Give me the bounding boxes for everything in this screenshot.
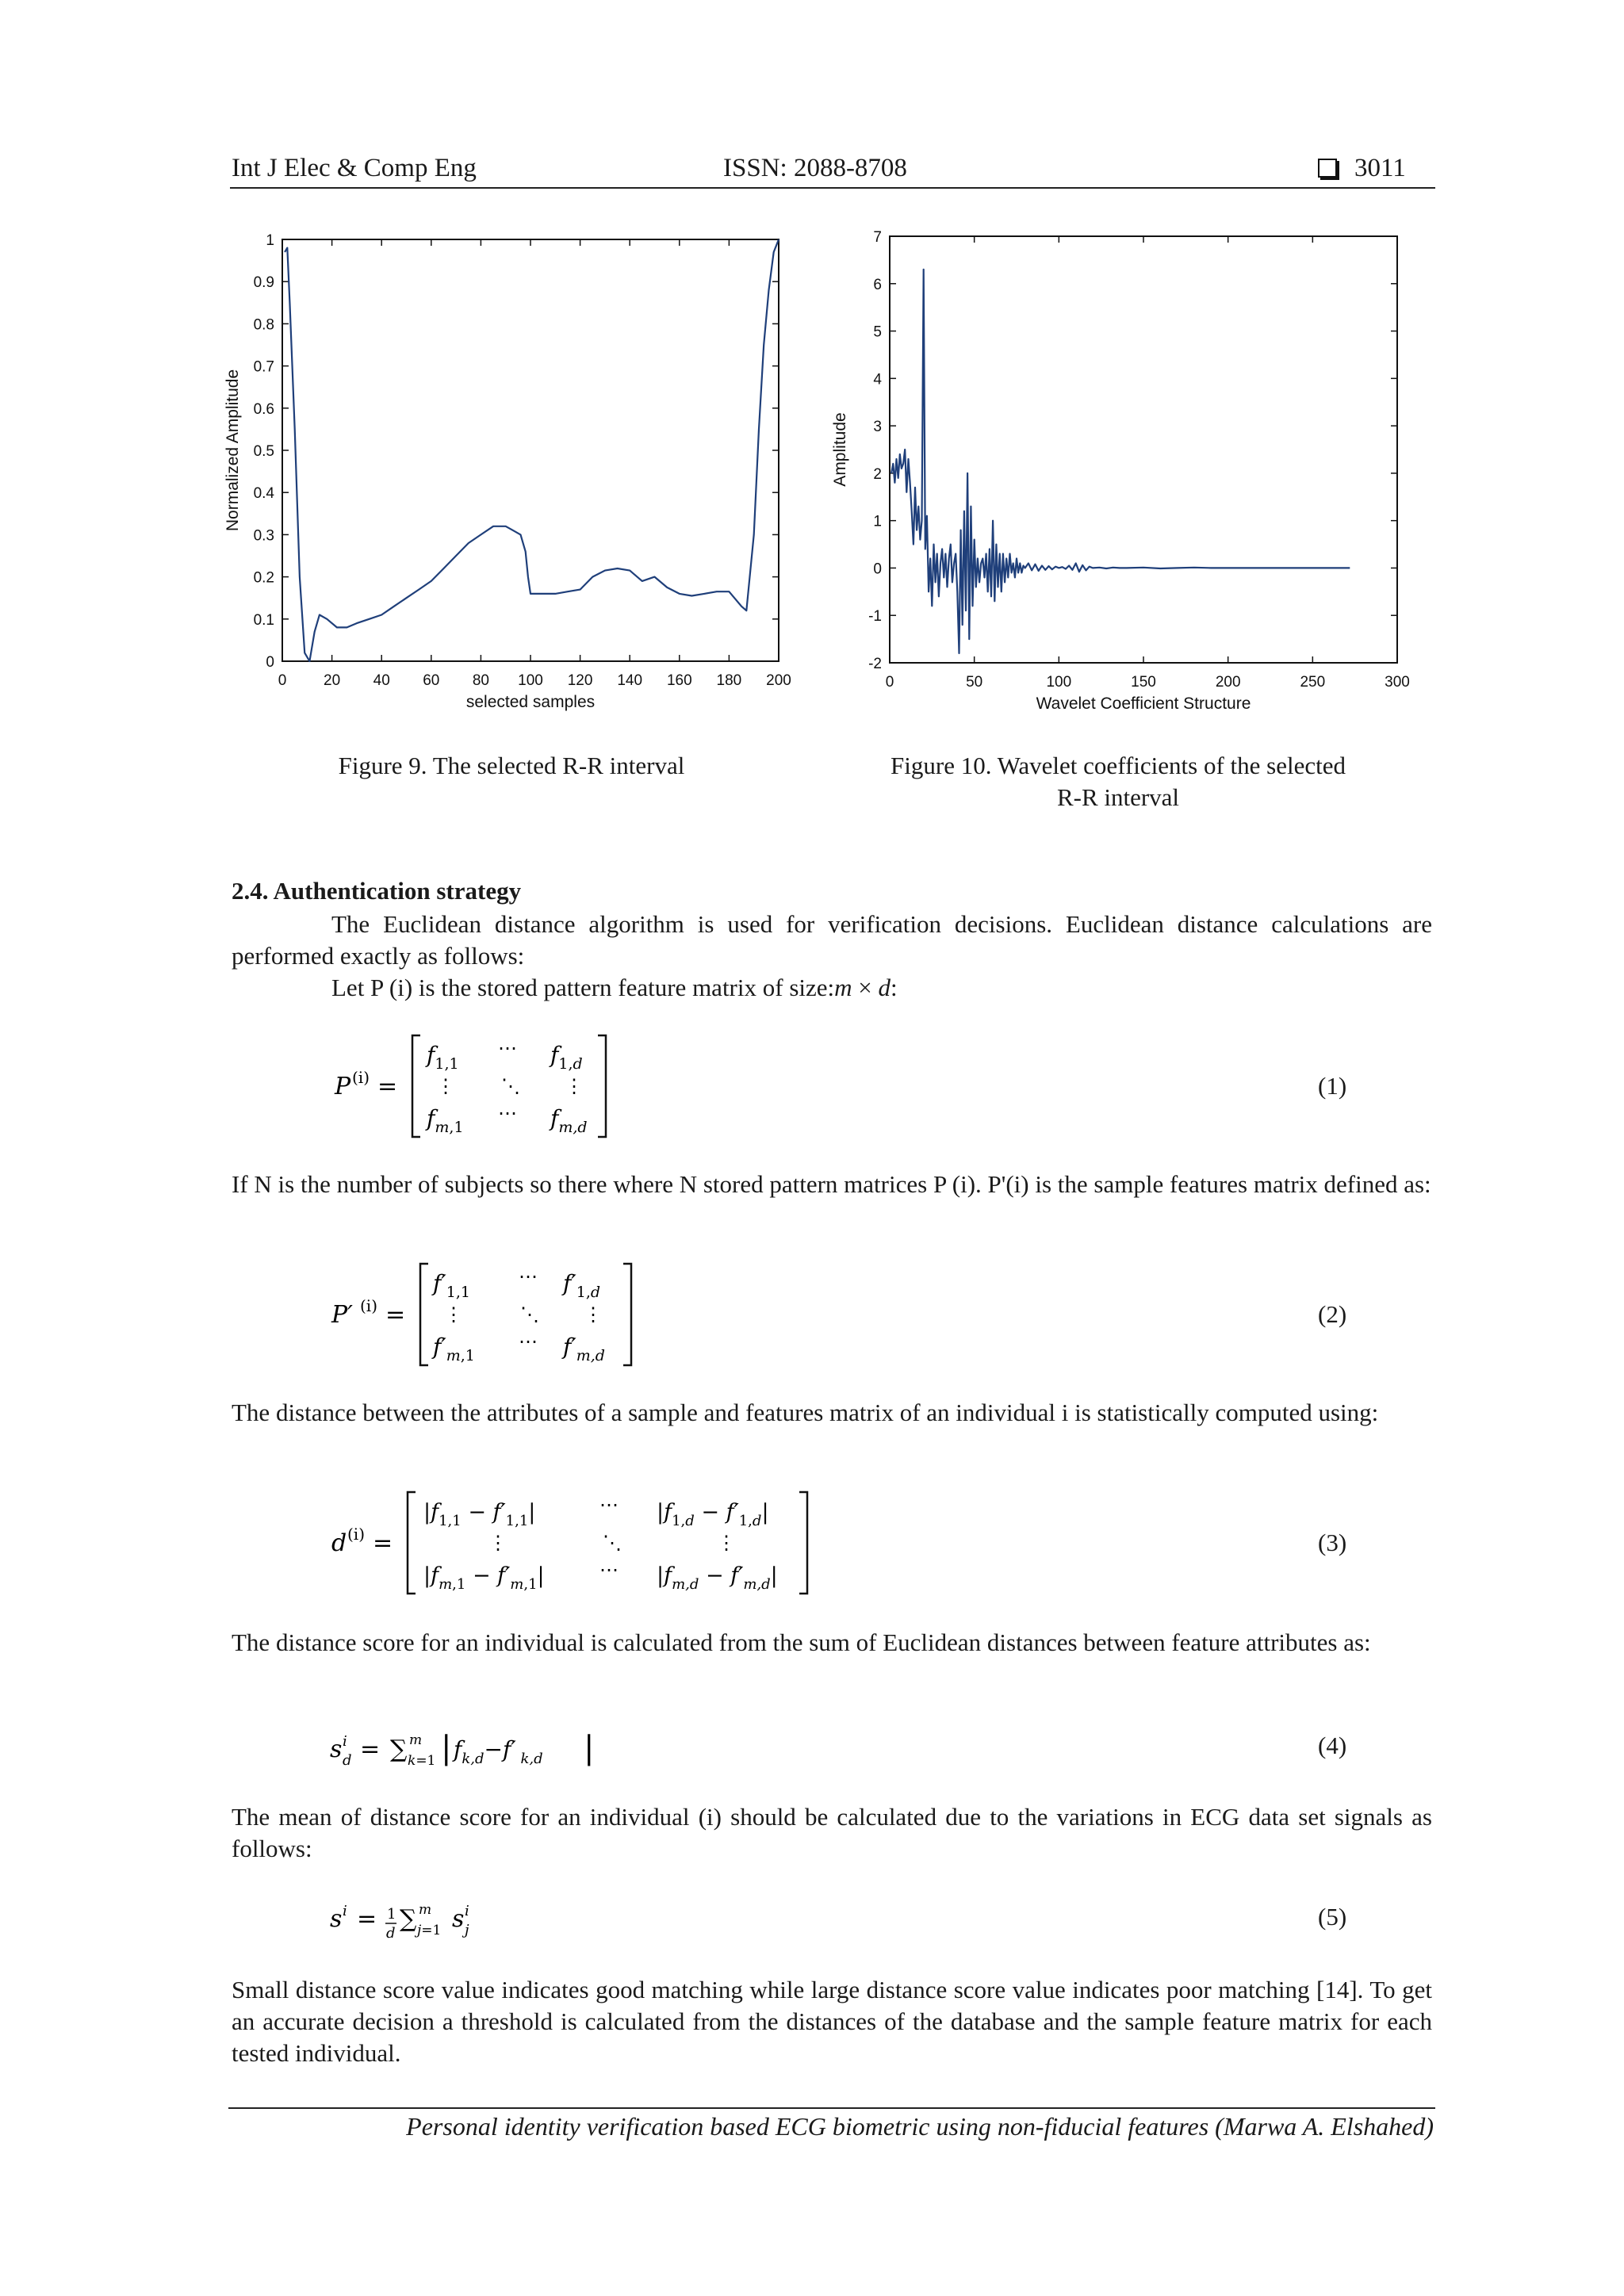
page-number-block <box>1318 154 1406 183</box>
svg-text:m: m <box>409 1732 423 1748</box>
paragraph-4: The distance between the attributes of a sample and features matrix of an individual i is statistically computed using: <box>232 1399 1379 1426</box>
x-tick-label: 120 <box>567 672 593 689</box>
x-tick-label: 60 <box>423 672 440 689</box>
y-tick-label: 7 <box>873 229 882 246</box>
equation-4 <box>325 1719 626 1774</box>
figure-10-caption <box>833 750 1404 813</box>
y-tick-label: 0.7 <box>253 358 274 376</box>
y-tick-label: 0.3 <box>253 527 274 545</box>
svg-text:j: j <box>465 1922 469 1938</box>
svg-text:⋯: ⋯ <box>498 1102 517 1124</box>
svg-text:f′m,1: $f'_m,1$ <box>433 1334 475 1364</box>
svg-text:f1,1: $f_{1,1}$ <box>427 1042 459 1073</box>
figure-9-caption: Figure 9. The selected R-R interval <box>338 752 685 779</box>
x-tick-label: 200 <box>1215 674 1241 691</box>
svg-text:fm,1: $f_m,1$ <box>427 1105 464 1136</box>
y-tick-label: 0.1 <box>253 611 274 629</box>
y-tick-label: 0.6 <box>253 400 274 418</box>
svg-text:1: 1 <box>387 1906 396 1923</box>
y-axis-label: Normalized Amplitude <box>224 369 242 532</box>
x-tick-label: 250 <box>1300 674 1326 691</box>
svg-text:|: | <box>584 1730 595 1766</box>
svg-text:=: = <box>360 1735 381 1763</box>
paragraph-6: The mean of distance score for an individual (i) should be calculated due to the variations in ECG data set signals as follows: <box>232 1803 1432 1862</box>
y-tick-label: -2 <box>868 656 882 672</box>
equation-3-number: (3) <box>1318 1529 1347 1556</box>
x-tick-label: 20 <box>324 672 341 689</box>
svg-text:⋮: ⋮ <box>444 1303 463 1326</box>
svg-text:=: = <box>385 1301 406 1329</box>
svg-text:d: d <box>386 1925 396 1942</box>
series-line <box>285 239 779 661</box>
svg-text:⋯: ⋯ <box>599 1559 619 1581</box>
svg-text:=: = <box>377 1073 398 1100</box>
y-tick-label: 0.9 <box>253 274 274 292</box>
y-tick-label: 2 <box>873 465 882 483</box>
paragraph-2: Let P (i) is the stored pattern feature matrix of size:m × d: <box>331 974 898 1001</box>
svg-text:|: | <box>441 1730 452 1766</box>
equation-4-number: (4) <box>1318 1732 1347 1759</box>
svg-text:∑: ∑ <box>400 1905 417 1933</box>
footer-title: Personal identity verification based ECG biometric using non-fiducial features (Marwa A. Elshahed) <box>406 2112 1434 2141</box>
y-tick-label: 0 <box>266 654 274 671</box>
y-tick-label: 0.2 <box>253 569 274 587</box>
x-tick-label: 0 <box>885 674 894 691</box>
page-number: 3011 <box>1354 154 1406 182</box>
y-tick-label: 0.8 <box>253 316 274 334</box>
issn: ISSN: 2088-8708 <box>723 154 907 182</box>
svg-text:⋱: ⋱ <box>520 1303 539 1326</box>
x-tick-label: 100 <box>518 672 543 689</box>
svg-text:⋯: ⋯ <box>498 1037 517 1059</box>
x-tick-label: 140 <box>617 672 643 689</box>
svg-text:d: d <box>343 1752 352 1769</box>
svg-text:|fm,d − f′m,d|: $|f_{m,d} - f'_{m,d}|$ <box>657 1563 778 1593</box>
equation-1 <box>325 1031 642 1142</box>
x-axis-label: Wavelet Coefficient Structure <box>1036 695 1251 713</box>
svg-text:(i): (i) <box>360 1296 378 1315</box>
svg-text:m: m <box>419 1902 432 1918</box>
x-tick-label: 160 <box>666 672 692 689</box>
x-tick-label: 100 <box>1046 674 1072 691</box>
svg-text:f′1,1: $f'_{1,1}$ <box>433 1270 470 1301</box>
x-tick-label: 80 <box>472 672 489 689</box>
svg-text:⋱: ⋱ <box>501 1075 520 1097</box>
y-tick-label: -1 <box>868 608 882 626</box>
equation-3 <box>325 1487 833 1598</box>
svg-text:s: s <box>330 1905 343 1933</box>
svg-text:s: s <box>330 1735 343 1763</box>
y-tick-label: 1 <box>873 513 882 530</box>
svg-text:i: i <box>343 1733 347 1750</box>
series-line <box>891 270 1350 653</box>
svg-text:|f1,1 − f′1,1|: $|f_{1,1} - f'_{1,1}|$ <box>423 1500 536 1529</box>
footer-rule <box>228 2107 1435 2109</box>
y-tick-label: 1 <box>266 232 274 249</box>
y-tick-label: 4 <box>873 371 882 388</box>
x-tick-label: 0 <box>278 672 287 689</box>
y-tick-label: 5 <box>873 323 882 341</box>
svg-text:P: P <box>335 1073 351 1100</box>
svg-text:⋮: ⋮ <box>565 1075 584 1097</box>
svg-text:(i): (i) <box>347 1525 366 1544</box>
y-tick-label: 0 <box>873 561 882 578</box>
svg-text:(i): (i) <box>352 1068 370 1087</box>
y-tick-label: 6 <box>873 276 882 293</box>
x-tick-label: 150 <box>1131 674 1156 691</box>
equation-5-number: (5) <box>1318 1903 1347 1931</box>
plot-frame <box>282 239 779 661</box>
svg-text:⋯: ⋯ <box>519 1265 538 1288</box>
paragraph-5: The distance score for an individual is calculated from the sum of Euclidean distances between feature attributes as: <box>232 1628 1371 1656</box>
paragraph-2-text: Let P (i) is the stored pattern feature matrix of size: <box>331 974 835 1001</box>
square-bullet-icon <box>1318 159 1337 178</box>
svg-text:⋱: ⋱ <box>603 1532 622 1554</box>
y-tick-label: 3 <box>873 419 882 436</box>
x-axis-label: selected samples <box>465 693 596 711</box>
matrix-size-math: m <box>834 974 852 1001</box>
equation-2 <box>325 1259 658 1370</box>
figure-9-chart <box>224 222 817 721</box>
y-axis-label: Amplitude <box>831 412 849 487</box>
svg-text:f′m,d: $f'_{m,d}$ <box>563 1334 605 1364</box>
svg-text:f1,d: $f_{1,}d$ <box>550 1042 583 1073</box>
equation-5 <box>325 1890 531 1946</box>
svg-text:fm,d: $f_{m,d}$ <box>550 1105 588 1136</box>
svg-text:i: i <box>465 1903 469 1919</box>
svg-text:⋮: ⋮ <box>717 1532 736 1554</box>
section-heading: 2.4. Authentication strategy <box>232 877 522 905</box>
svg-text:s: s <box>452 1905 465 1933</box>
figure-10-caption-line1: Figure 10. Wavelet coefficients of the selected <box>891 752 1346 779</box>
x-tick-label: 180 <box>716 672 742 689</box>
x-tick-label: 40 <box>373 672 390 689</box>
x-tick-label: 50 <box>966 674 983 691</box>
svg-text:⋮: ⋮ <box>436 1075 455 1097</box>
journal-name: Int J Elec & Comp Eng <box>232 154 477 182</box>
svg-text:=: = <box>357 1905 377 1933</box>
svg-text:∑: ∑ <box>390 1735 408 1763</box>
svg-text:=: = <box>373 1529 393 1557</box>
paragraph-7: Small distance score value indicates good matching while large distance score value indicates poor matching [14]. To get an accurate decision a threshold is calculated from the distances of the database and the sample feature matrix for each tested individual. <box>232 1976 1432 2067</box>
svg-text:|f1,d − f′1,d|: $|f_{1,}d - f'_{1,}d|$ <box>657 1500 769 1529</box>
equation-1-number: (1) <box>1318 1072 1347 1100</box>
figure-10-chart <box>833 222 1435 721</box>
x-tick-label: 300 <box>1385 674 1410 691</box>
svg-text:|fm,1 − f′m,1|: $|f_m,1 - f'_m,1|$ <box>423 1563 545 1593</box>
svg-text:d: d <box>331 1529 347 1557</box>
svg-text:j=1: j=1 <box>417 1923 442 1938</box>
svg-text:P′: P′ <box>331 1301 353 1329</box>
svg-text:⋯: ⋯ <box>519 1330 538 1353</box>
x-tick-label: 200 <box>766 672 791 689</box>
svg-text:⋮: ⋮ <box>488 1532 508 1554</box>
svg-text:⋯: ⋯ <box>599 1494 619 1516</box>
y-tick-label: 0.4 <box>253 485 274 503</box>
svg-text:fk,d−f′ k,d: $f_{k,d}-f'$ $_{k,d}$ <box>454 1736 543 1767</box>
paragraph-1: The Euclidean distance algorithm is used for verification decisions. Euclidean distance calculations are performed exactly as follows: <box>232 910 1432 970</box>
paragraph-3: If N is the number of subjects so there where N stored pattern matrices P (i). P'(i) is the sample features matrix defined as: <box>232 1170 1431 1198</box>
svg-text:f′1,d: $f'_{1,}d$ <box>563 1270 601 1301</box>
y-tick-label: 0.5 <box>253 443 274 460</box>
svg-text:⋮: ⋮ <box>584 1303 603 1326</box>
svg-text:k=1: k=1 <box>408 1753 436 1769</box>
header-rule <box>230 187 1435 189</box>
equation-2-number: (2) <box>1318 1300 1347 1328</box>
figure-10-caption-line2: R-R interval <box>1056 783 1180 811</box>
svg-text:i: i <box>343 1903 347 1919</box>
